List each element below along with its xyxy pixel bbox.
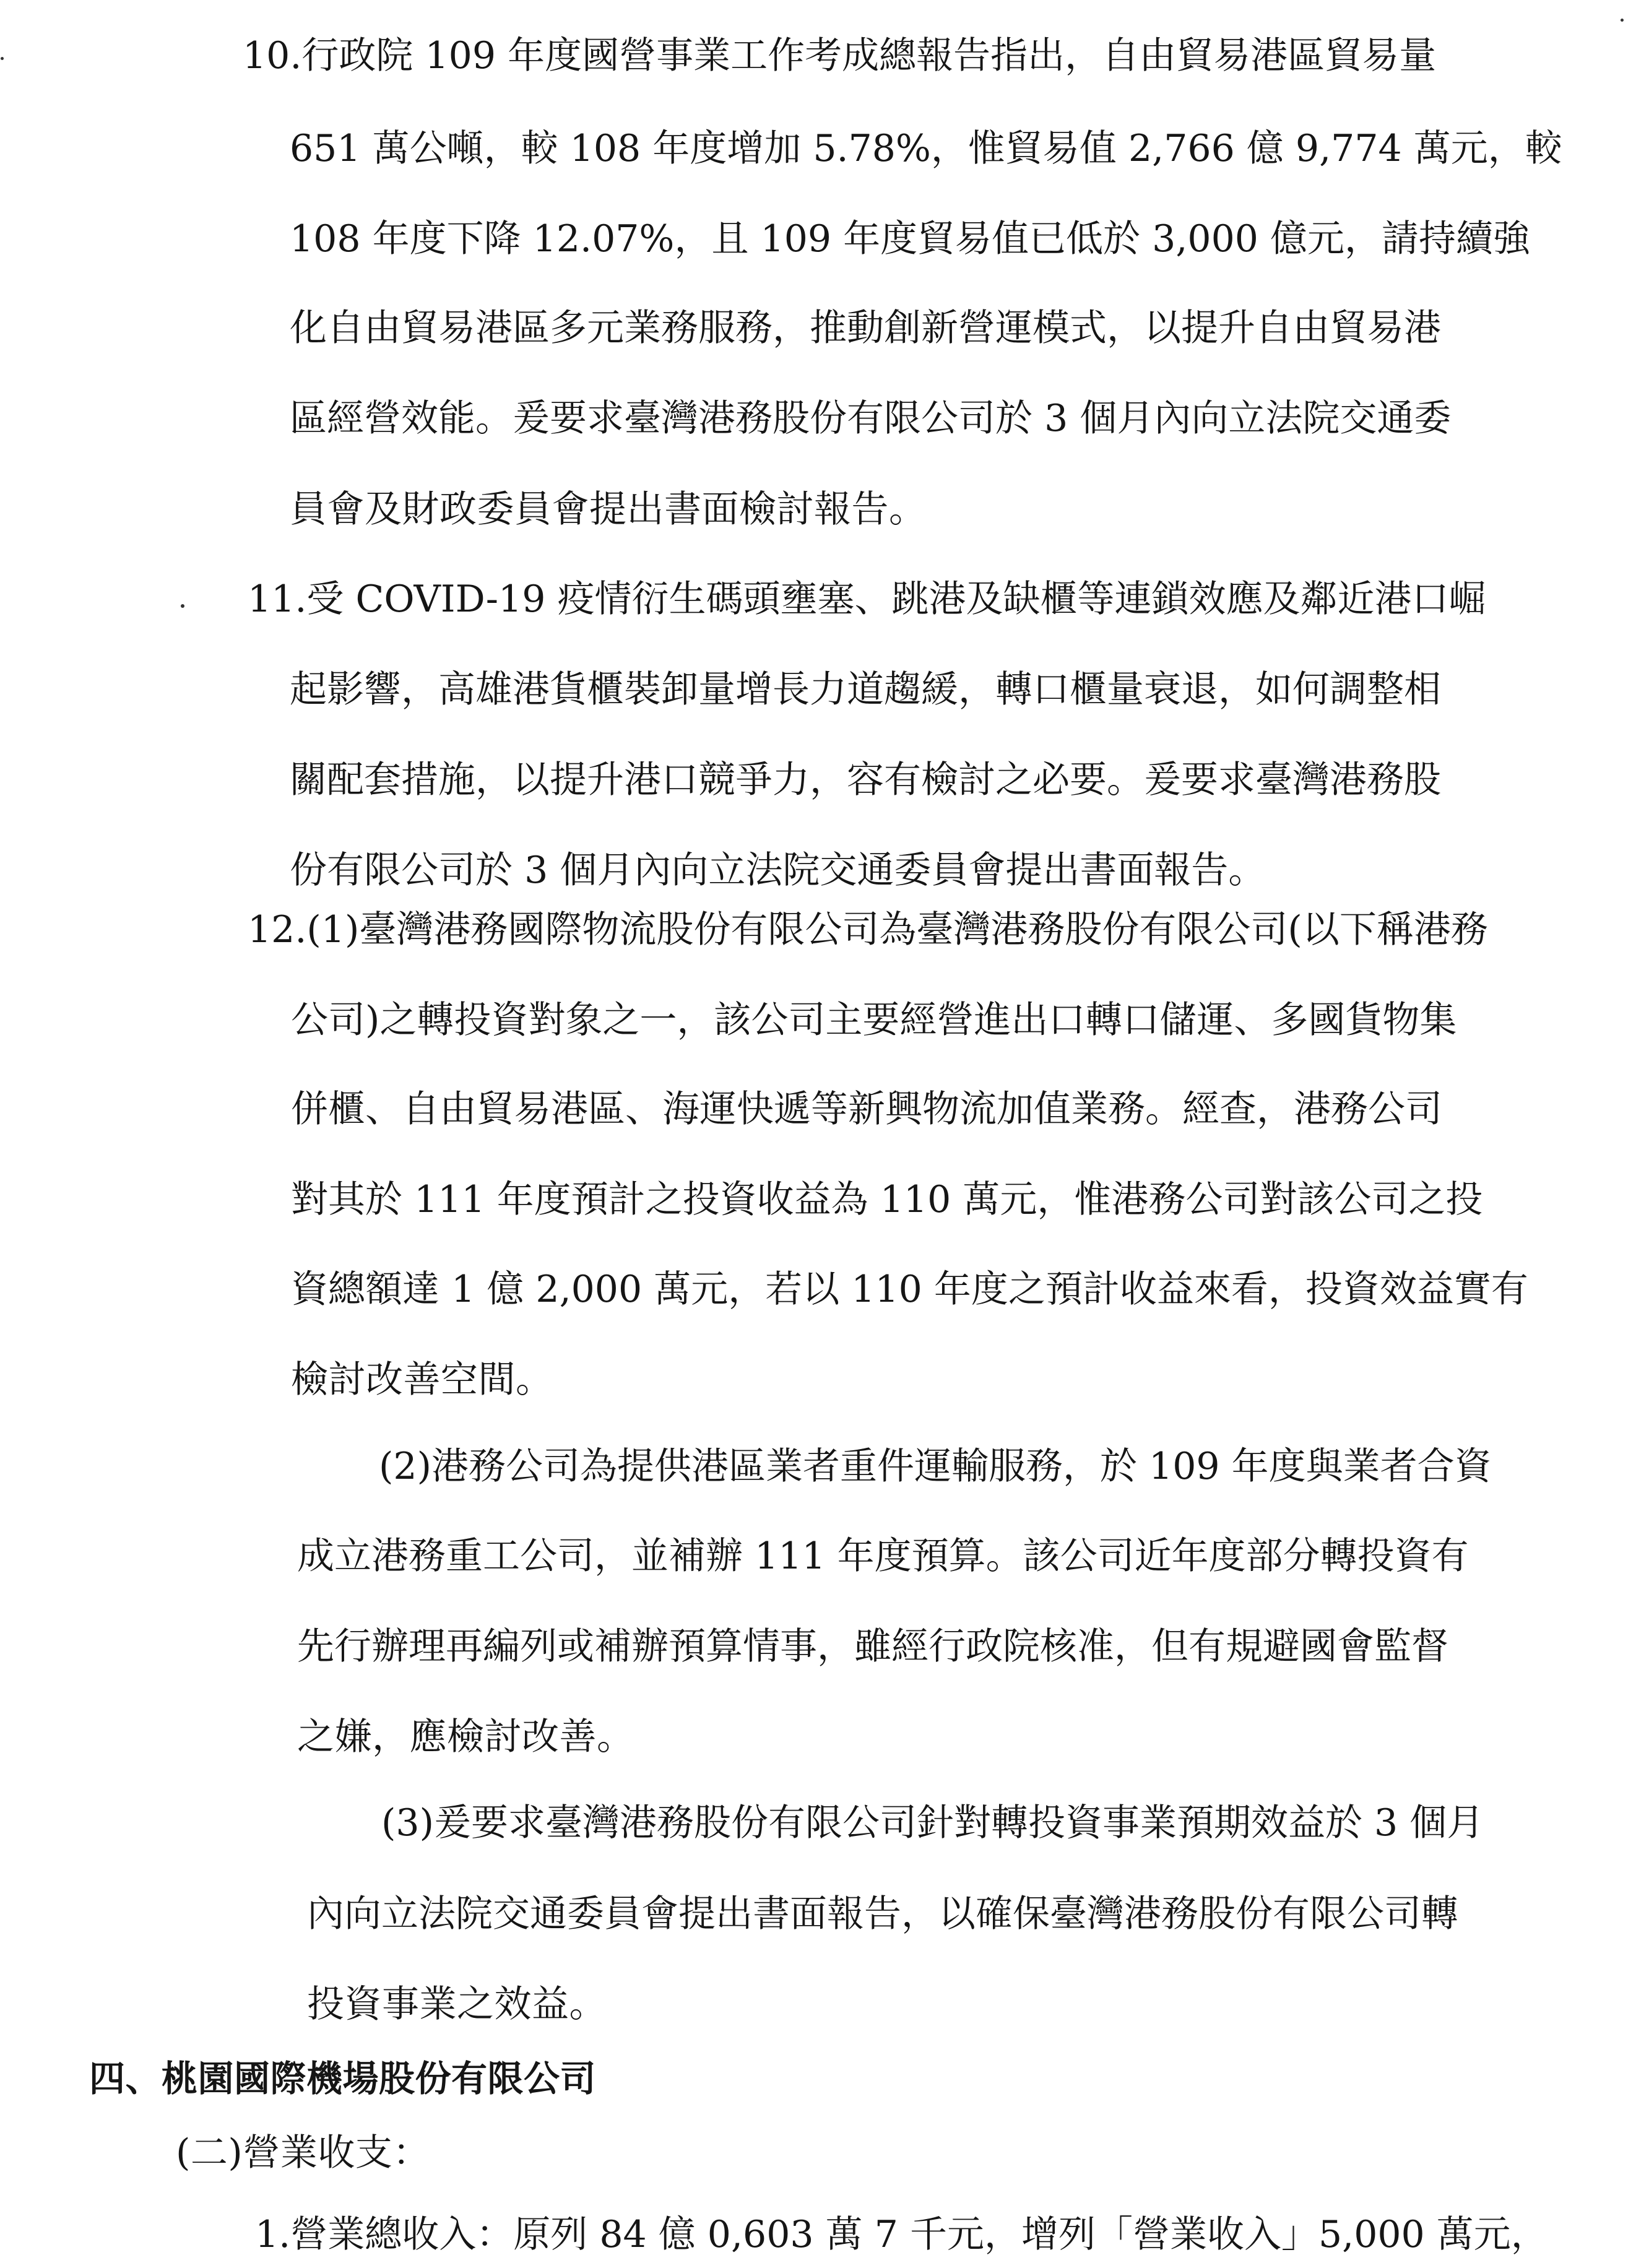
- text-line: 651 萬公噸，較 108 年度增加 5.78%，惟貿易值 2,766 億 9,774 萬元，較: [290, 127, 1562, 170]
- text-line: 區經營效能。爰要求臺灣港務股份有限公司於 3 個月內向立法院交通委: [290, 397, 1452, 440]
- text-line: 員會及財政委員會提出書面檢討報告。: [290, 488, 927, 531]
- text-line: 關配套措施，以提升港口競爭力，容有檢討之必要。爰要求臺灣港務股: [290, 758, 1441, 802]
- subsection-heading: (二)營業收支：: [176, 2131, 430, 2175]
- text-line: 11.受 COVID-19 疫情衍生碼頭壅塞、跳港及缺櫃等連鎖效應及鄰近港口崛: [248, 578, 1486, 621]
- text-line: 檢討改善空間。: [291, 1358, 553, 1401]
- sub-item-1-line: 1.營業總收入：原列 84 億 0,603 萬 7 千元，增列「營業收入」5,000 萬元，: [255, 2213, 1548, 2256]
- text-line: 10.行政院 109 年度國營事業工作考成總報告指出，自由貿易港區貿易量: [243, 34, 1437, 77]
- text-line: 成立港務重工公司，並補辦 111 年度預算。該公司近年度部分轉投資有: [297, 1534, 1469, 1578]
- text-line: 投資事業之效益。: [307, 1983, 607, 2026]
- text-line: 108 年度下降 12.07%，且 109 年度貿易值已低於 3,000 億元，請持續強: [290, 217, 1531, 261]
- text-line: 對其於 111 年度預計之投資收益為 110 萬元，惟港務公司對該公司之投: [291, 1178, 1483, 1221]
- scan-speck: [1, 57, 4, 60]
- scan-speck: [181, 604, 184, 608]
- text-line: 併櫃、自由貿易港區、海運快遞等新興物流加值業務。經查，港務公司: [291, 1088, 1442, 1131]
- text-line: 化自由貿易港區多元業務服務，推動創新營運模式，以提升自由貿易港: [290, 306, 1441, 350]
- text-line: 起影響，高雄港貨櫃裝卸量增長力道趨緩，轉口櫃量衰退，如何調整相: [290, 668, 1441, 711]
- text-line: 內向立法院交通委員會提出書面報告，以確保臺灣港務股份有限公司轉: [307, 1892, 1458, 1936]
- scan-speck: [1621, 19, 1624, 22]
- text-line: 先行辦理再編列或補辦預算情事，雖經行政院核准，但有規避國會監督: [297, 1625, 1448, 1668]
- text-line: 之嫌，應檢討改善。: [297, 1715, 634, 1759]
- text-line: (3)爰要求臺灣港務股份有限公司針對轉投資事業預期效益於 3 個月: [381, 1801, 1484, 1845]
- text-line: 份有限公司於 3 個月內向立法院交通委員會提出書面報告。: [290, 849, 1266, 892]
- text-line: (2)港務公司為提供港區業者重件運輸服務，於 109 年度與業者合資: [379, 1445, 1492, 1488]
- text-line: 公司)之轉投資對象之一，該公司主要經營進出口轉口儲運、多國貨物集: [291, 998, 1457, 1042]
- text-line: 12.(1)臺灣港務國際物流股份有限公司為臺灣港務股份有限公司(以下稱港務: [248, 908, 1488, 951]
- section-heading: 四、桃園國際機場股份有限公司: [89, 2058, 597, 2100]
- text-line: 資總額達 1 億 2,000 萬元，若以 110 年度之預計收益來看，投資效益實有: [291, 1268, 1528, 1311]
